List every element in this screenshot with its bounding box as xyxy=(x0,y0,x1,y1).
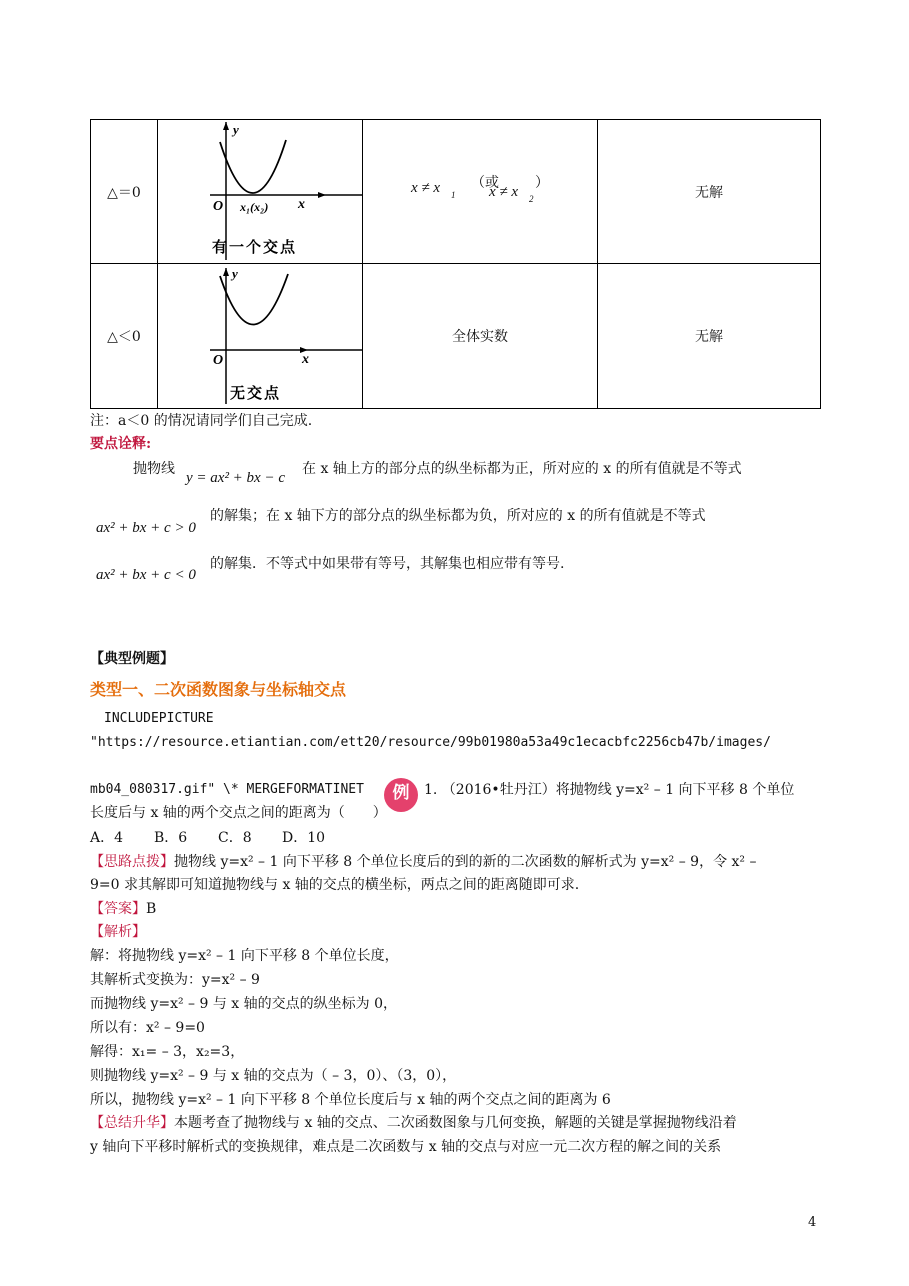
discriminant-table xyxy=(90,119,821,409)
graph-caption: 有一个交点 xyxy=(212,238,298,256)
option-d: D．10 xyxy=(282,830,326,846)
option-c: C．8 xyxy=(218,830,252,846)
note: 注：a＜0 的情况请同学们自己完成. xyxy=(90,413,313,429)
root-label: x₁(x₂) xyxy=(240,200,269,214)
question-line-2: 长度后与 x 轴的两个交点之间的距离为（ ） xyxy=(90,805,387,821)
key-points-p1-suffix: 在 x 轴上方的部分点的纵坐标都为正，所对应的 x 的所有值就是不等式 xyxy=(302,461,742,477)
example-badge-icon: 例 xyxy=(384,778,418,812)
sub-1: 1 xyxy=(451,190,456,200)
summary-line-2: y 轴向下平移时解析式的变换规律，难点是二次函数与 x 轴的交点与对应一元二次方程的解之间的关系 xyxy=(90,1139,722,1155)
graph-cell xyxy=(158,120,363,264)
parabola-one-intersection-graph xyxy=(158,120,362,263)
parabola-no-intersection-graph xyxy=(158,264,362,408)
formula-3: ax² + bx + c < 0 xyxy=(96,567,196,583)
negative-solution-cell: 无解 xyxy=(598,264,821,409)
key-points-p3: 的解集．不等式中如果带有等号，其解集也相应带有等号. xyxy=(210,556,565,572)
hint-line-2: 9=0 求其解即可知道抛物线与 x 轴的交点的横坐标，两点之间的距离随即可求. xyxy=(90,877,580,893)
analysis-label: 【解析】 xyxy=(90,924,146,940)
sub-2: 2 xyxy=(529,194,534,204)
analysis-line: 所以有：x² – 9=0 xyxy=(90,1020,205,1036)
analysis-line: 解得：x₁= – 3，x₂=3， xyxy=(90,1044,245,1060)
or-text: （或 xyxy=(471,175,499,191)
summary-line-1: 【总结升华】本题考查了抛物线与 x 轴的交点、二次函数图象与几何变换，解题的关键是掌握抛物线沿着 xyxy=(90,1115,737,1131)
analysis-line: 解：将抛物线 y=x² – 1 向下平移 8 个单位长度， xyxy=(90,948,399,964)
include-line-1: INCLUDEPICTURE xyxy=(104,711,214,726)
analysis-line: 所以，抛物线 y=x² – 1 向下平移 8 个单位长度后与 x 轴的两个交点之间的距离为 6 xyxy=(90,1092,611,1108)
origin-label: O xyxy=(213,353,224,368)
close-paren: ） xyxy=(535,175,549,191)
page-number: 4 xyxy=(808,1215,817,1230)
negative-solution-cell: 无解 xyxy=(598,120,821,264)
x-label: x xyxy=(302,352,309,367)
include-line-3: mb04_080317.gif" \* MERGEFORMATINET xyxy=(90,782,364,797)
y-axis-arrow xyxy=(223,268,229,276)
x-axis-arrow xyxy=(318,192,326,198)
parabola-curve xyxy=(220,140,286,193)
x-label: x xyxy=(298,197,305,212)
solution-set-cell xyxy=(363,120,598,264)
formula-2: ax² + bx + c > 0 xyxy=(96,520,196,536)
formula-1: y = ax² + bx − c xyxy=(186,470,285,486)
solution-set-cell: 全体实数 xyxy=(363,264,598,409)
type-title: 类型一、二次函数图象与坐标轴交点 xyxy=(90,680,347,699)
x-not-x1: x ≠ x xyxy=(411,180,441,196)
graph-cell xyxy=(158,264,363,409)
parabola-curve xyxy=(220,274,288,325)
question-line-1: 1. （2016•牡丹江）将抛物线 y=x² – 1 向下平移 8 个单位 xyxy=(424,782,795,798)
key-points-p2: 的解集；在 x 轴下方的部分点的纵坐标都为负，所对应的 x 的所有值就是不等式 xyxy=(210,508,706,524)
delta-cell: △＜0 xyxy=(91,264,158,409)
analysis-line: 则抛物线 y=x² – 9 与 x 轴的交点为（ – 3，0）、（3，0）， xyxy=(90,1068,457,1084)
key-points-p1: 抛物线 xyxy=(133,461,175,477)
y-label: y xyxy=(233,122,239,137)
y-label: y xyxy=(232,266,238,281)
analysis-line: 而抛物线 y=x² – 9 与 x 轴的交点的纵坐标为 0， xyxy=(90,996,398,1012)
graph-caption: 无交点 xyxy=(230,384,282,402)
analysis-line: 其解析式变换为：y=x² – 9 xyxy=(90,972,260,988)
table-row xyxy=(91,120,821,264)
option-b: B．6 xyxy=(154,830,188,846)
section-title: 【典型例题】 xyxy=(90,651,174,667)
origin-label: O xyxy=(213,199,224,214)
delta-cell: △＝0 xyxy=(91,120,158,264)
answer: 【答案】B xyxy=(90,901,157,917)
options xyxy=(90,829,350,847)
table-row xyxy=(91,264,821,409)
hint-line-1: 【思路点拨】抛物线 y=x² – 1 向下平移 8 个单位长度后的到的新的二次函数的解析式为 y=x² – 9，令 x² – xyxy=(90,854,757,870)
y-axis-arrow xyxy=(223,122,229,130)
x-not-x2: x ≠ x xyxy=(489,184,519,200)
include-line-2: "https://resource.etiantian.com/ett20/resource/99b01980a53a49c1ecacbfc2256cb47b/images/ xyxy=(90,735,771,750)
option-a: A．4 xyxy=(90,830,124,846)
key-points-title: 要点诠释: xyxy=(90,436,152,452)
